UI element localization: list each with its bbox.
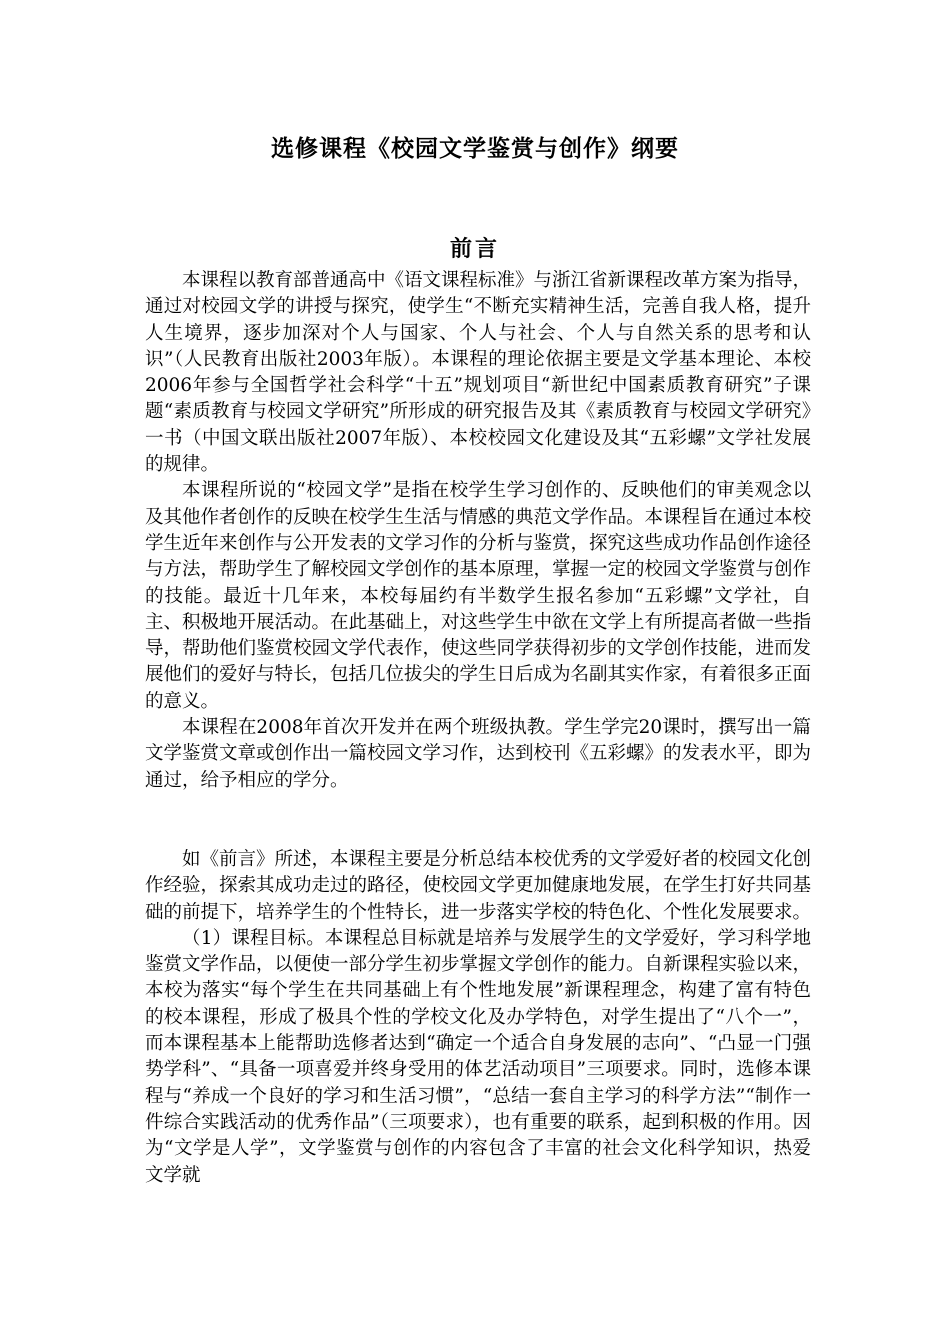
body-paragraph-1: 如《前言》所述，本课程主要是分析总结本校优秀的文学爱好者的校园文化创作经验，探索其成功走过的路径，使校园文学更加健康地发展，在学生打好共同基础的前提下，培养学生的个性特长，进一步落实学校的特色化、个性化发展要求。	[145, 849, 812, 923]
body-section	[145, 847, 811, 1189]
preface-section	[145, 268, 811, 794]
preface-paragraph-3: 本课程在2008年首次开发并在两个班级执教。学生学完20课时，撰写出一篇文学鉴赏文章或创作出一篇校园文学习作，达到校刊《五彩螺》的发表水平，即为通过，给予相应的学分。	[145, 717, 812, 791]
body-paragraph-2: （1）课程目标。本课程总目标就是培养与发展学生的文学爱好，学习科学地鉴赏文学作品，以便使一部分学生初步掌握文学创作的能力。自新课程实验以来，本校为落实“每个学生在共同基础上有个性地发展”新课程理念，构建了富有特色的校本课程，形成了极具个性的学校文化及办学特色，对学生提出了“八个一”，而本课程基本上能帮助选修者达到“确定一个适合自身发展的志向”、“凸显一门强势学科”、“具备一项喜爱并终身受用的体艺活动项目”三项要求。同时，选修本课程与“养成一个良好的学习和生活习惯”，“总结一套自主学习的科学方法”“制作一件综合实践活动的优秀作品”（三项要求），也有重要的联系，起到积极的作用。因为“文学是人学”，文学鉴赏与创作的内容包含了丰富的社会文化科学知识，热爱文学就	[145, 927, 812, 1186]
preface-paragraph-1: 本课程以教育部普通高中《语文课程标准》与浙江省新课程改革方案为指导，通过对校园文学的讲授与探究，使学生“不断充实精神生活，完善自我人格，提升人生境界，逐步加深对个人与国家、个人与社会、个人与自然关系的思考和认识”（人民教育出版社2003年版）。本课程的理论依据主要是文学基本理论、本校2006年参与全国哲学社会科学“十五”规划项目“新世纪中国素质教育研究”子课题“素质教育与校园文学研究”所形成的研究报告及其《素质教育与校园文学研究》一书（中国文联出版社2007年版）、本校校园文化建设及其“五彩螺”文学社发展的规律。	[145, 270, 812, 476]
document-title: 选修课程《校园文学鉴赏与创作》纲要	[271, 136, 679, 162]
preface-paragraph-2: 本课程所说的“校园文学”是指在校学生学习创作的、反映他们的审美观念以及其他作者创作的反映在校学生生活与情感的典范文学作品。本课程旨在通过本校学生近年来创作与公开发表的文学习作的分析与鉴赏，探究这些成功作品创作途径与方法，帮助学生了解校园文学创作的基本原理，掌握一定的校园文学鉴赏与创作的技能。最近十几年来，本校每届约有半数学生报名参加“五彩螺”文学社，自主、积极地开展活动。在此基础上，对这些学生中欲在文学上有所提高者做一些指导，帮助他们鉴赏校园文学代表作，使这些同学获得初步的文学创作技能，进而发展他们的爱好与特长，包括几位拔尖的学生日后成为名副其实作家，有着很多正面的意义。	[145, 480, 812, 712]
preface-heading: 前言	[449, 236, 500, 262]
